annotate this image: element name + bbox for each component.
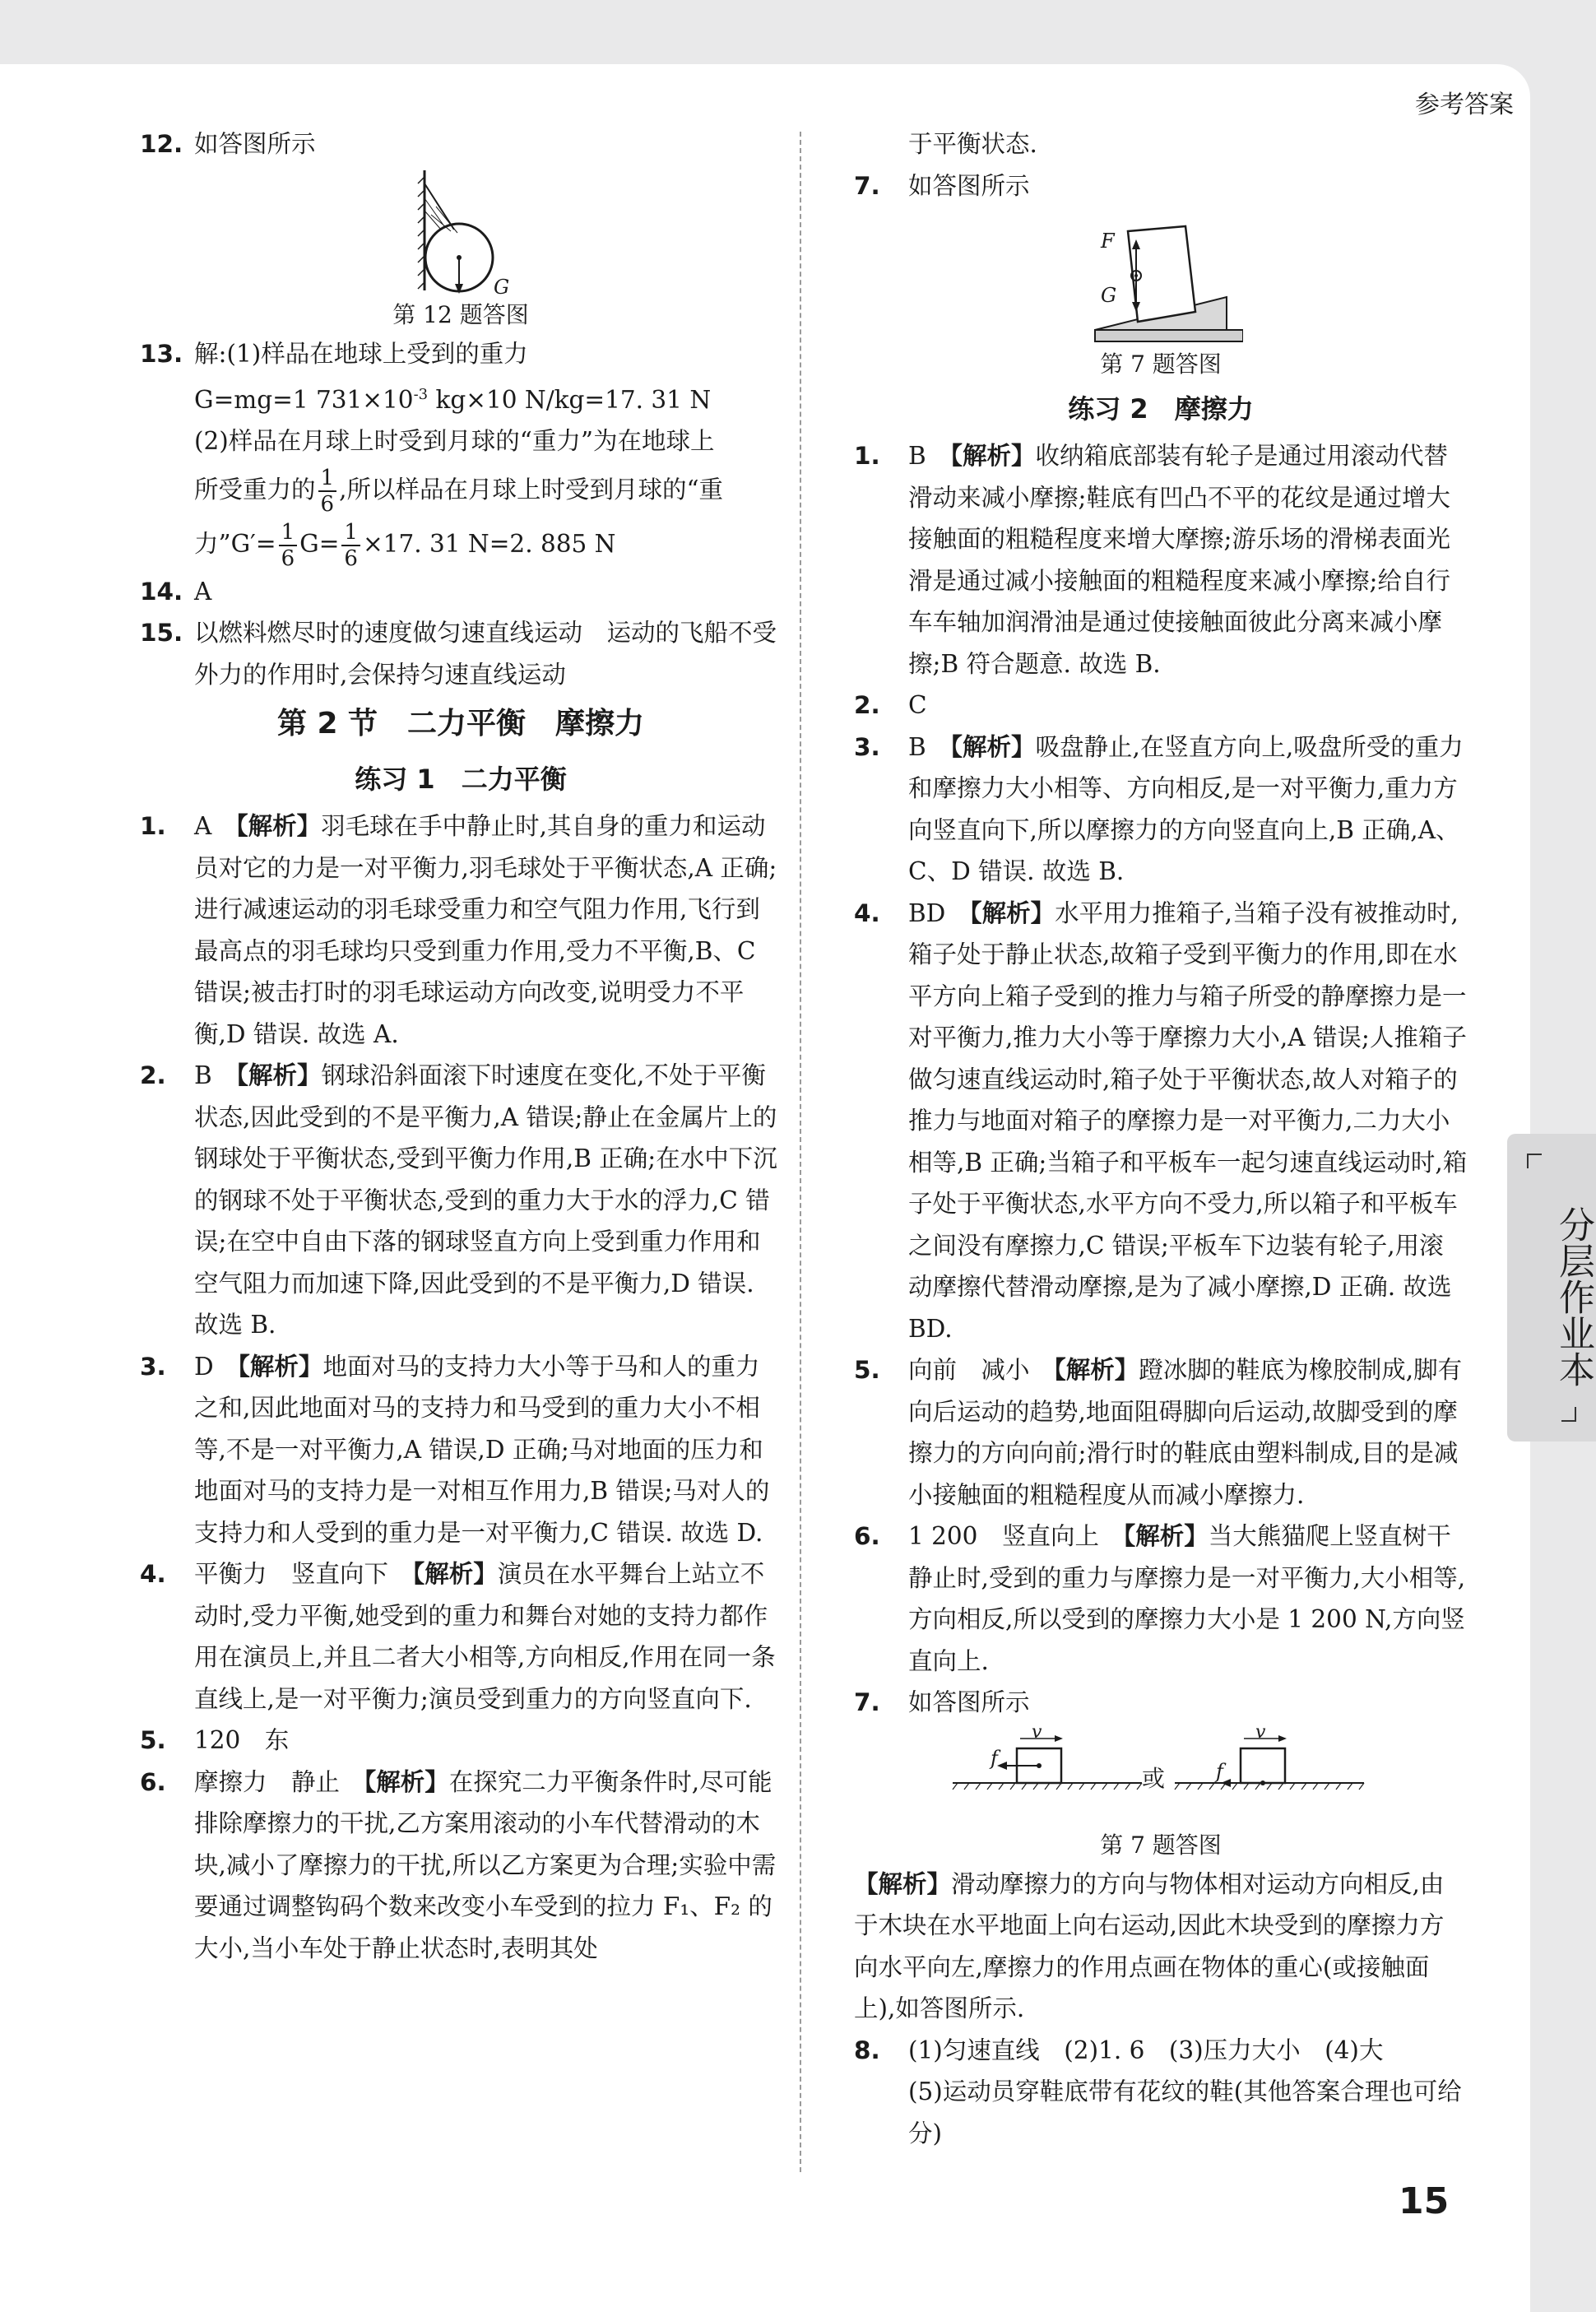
solution-text: G=mg=1 731×10	[194, 385, 414, 414]
question-12	[140, 123, 782, 165]
analysis-tag: 【解析】	[238, 1352, 323, 1381]
question-number: 8.	[854, 2036, 880, 2064]
solution-text: kg×10 N/kg=17. 31 N	[428, 385, 712, 414]
analysis-text: 在探究二力平衡条件时,尽可能排除摩擦力的干扰,乙方案用滚动的小车代替滑动的木块,减小了摩擦力的干扰,所以乙方案更为合理;实验中需要通过调整钩码个数来改变小车受到的拉力 F₁、F₂ 的大小,当小车处于静止状态时,表明其处	[194, 1767, 777, 1962]
left-column	[140, 123, 782, 1969]
solution-text: ,所以样品在月球上时受到月球的“重	[339, 475, 724, 504]
question-number: 6.	[140, 1767, 166, 1796]
question-number: 7.	[854, 171, 880, 200]
figure-12	[140, 165, 782, 333]
label-f: f	[991, 1746, 998, 1770]
question-item	[140, 805, 782, 1055]
denominator: 6	[281, 546, 295, 571]
solution-text: G=	[299, 529, 340, 558]
tab-corner-top	[1527, 1154, 1542, 1168]
analysis-text: 滑动摩擦力的方向与物体相对运动方向相反,由于木块在水平地面上向右运动,因此木块受到的摩擦力方向水平向左,摩擦力的作用点画在物体的重心(或接触面上),如答图所示.	[854, 1869, 1445, 2022]
answer-key: B	[194, 1061, 212, 1090]
label-g: G	[494, 275, 510, 299]
exponent: -3	[413, 386, 429, 403]
question-item	[140, 1055, 782, 1346]
question-7-part2	[854, 1682, 1468, 1724]
solution-line: (2)样品在月球上时受到月球的“重力”为在地球上	[194, 427, 715, 456]
answer-key: D	[194, 1352, 214, 1381]
question-13	[140, 333, 782, 571]
analysis-text: 当大熊猫爬上竖直树干静止时,受到的重力与摩擦力是一对平衡力,大小相等,方向相反,所以受到的摩擦力大小是 1 200 N,方向竖直向上.	[908, 1522, 1466, 1675]
question-number: 1.	[140, 812, 166, 841]
solution-line: 解:(1)样品在地球上受到的重力	[194, 339, 528, 368]
label-v: v	[1032, 1721, 1042, 1743]
analysis-tag: 【解析】	[412, 1560, 498, 1589]
answer-key: A	[194, 812, 212, 841]
analysis-tag: 【解析】	[235, 812, 322, 841]
section-title: 第 2 节 二力平衡 摩擦力	[276, 707, 645, 741]
analysis-text: 蹬冰脚的鞋底为橡胶制成,脚有向后运动的趋势,地面阻碍脚向后运动,故脚受到的摩擦力的方向向前;滑行时的鞋底由塑料制成,目的是减小接触面的粗糙程度从而减小摩擦力.	[908, 1356, 1463, 1509]
question-item	[854, 1516, 1468, 1682]
analysis-text: 演员在水平舞台上站立不动时,受力平衡,她受到的重力和舞台对她的支持力都作用在演员上,并且二者大小相等,方向相反,作用在同一条直线上,是一对平衡力;演员受到重力的方向竖直向下.	[194, 1560, 776, 1713]
tab-corner-bottom	[1561, 1407, 1576, 1422]
page-number: 15	[1399, 2180, 1450, 2222]
analysis-tag: 【解析】	[1123, 1522, 1209, 1550]
question-number: 5.	[140, 1726, 166, 1755]
question-number: 7.	[854, 1688, 880, 1716]
question-15	[140, 612, 782, 695]
question-number: 6.	[854, 1522, 880, 1550]
numerator: 1	[279, 520, 298, 546]
fraction	[318, 466, 337, 517]
question-number: 4.	[854, 898, 880, 927]
answer-key: 平衡力 竖直向下	[194, 1560, 389, 1589]
analysis-text: 收纳箱底部装有轮子是通过用滚动代替滑动来减小摩擦;鞋底有凹凸不平的花纹是通过增大接触面的粗糙程度来增大摩擦;游乐场的滑梯表面光滑是通过减小接触面的粗糙程度来减小摩擦;给自行车车轴加润滑油是通过使接触面彼此分离来减小摩擦;B 符合题意. 故选 B.	[908, 442, 1450, 678]
solution-line	[194, 374, 782, 420]
question-item	[854, 727, 1468, 893]
numerator: 1	[318, 466, 337, 492]
question-7-part1	[854, 165, 1468, 207]
fraction	[341, 520, 360, 571]
solution-line	[194, 517, 782, 571]
continuation-text: 于平衡状态.	[908, 130, 1037, 158]
answer-key: 向前 减小	[908, 1356, 1030, 1384]
analysis-text: 钢球沿斜面滚下时速度在变化,不处于平衡状态,因此受到的不是平衡力,A 错误;静止在金属片上的钢球处于平衡状态,受到平衡力作用,B 正确;在水中下沉的钢球不处于平衡状态,受到的重力大于水的浮力,C 错误;在空中自由下落的钢球竖直方向上受到重力作用和空气阻力而加速下降,因此受到的不是平衡力,D 错误. 故选 B.	[194, 1061, 777, 1339]
question-8	[854, 2030, 1468, 2155]
solution-text: 力”G′=	[194, 529, 276, 558]
answer-key: B	[908, 442, 926, 470]
answer-key: C	[908, 691, 927, 719]
answer-text: 如答图所示	[908, 171, 1030, 200]
analysis-text: 吸盘静止,在竖直方向上,吸盘所受的重力和摩擦力大小相等、方向相反,是一对平衡力,重力方向竖直向下,所以摩擦力的方向竖直向上,B 正确,A、C、D 错误. 故选 B.	[908, 732, 1464, 885]
question-item	[854, 435, 1468, 685]
analysis-text: 羽毛球在手中静止时,其自身的重力和运动员对它的力是一对平衡力,羽毛球处于平衡状态,A 正确;进行减速运动的羽毛球受重力和空气阻力作用,飞行到最高点的羽毛球均只受到重力作用,受力不平衡,B、C 错误;被击打时的羽毛球运动方向改变,说明受力不平衡,D 错误. 故选 A.	[194, 812, 777, 1048]
label-or: 或	[1142, 1764, 1166, 1792]
question-number: 15.	[140, 619, 183, 648]
question-item	[140, 1553, 782, 1720]
answer-key: 摩擦力 静止	[194, 1767, 341, 1796]
solution-line	[194, 462, 782, 517]
question-number: 3.	[140, 1352, 166, 1381]
analysis-tag: 【解析】	[950, 732, 1036, 761]
answer-text: (1)匀速直线 (2)1. 6 (3)压力大小 (4)大	[908, 2036, 1384, 2064]
side-tab-label: 分层作业本	[1552, 1206, 1594, 1387]
answer-text: (5)运动员穿鞋底带有花纹的鞋(其他答案合理也可给分)	[908, 2078, 1462, 2147]
answer-text: A	[194, 577, 212, 606]
denominator: 6	[344, 546, 358, 571]
analysis-tag: 【解析】	[1054, 1356, 1139, 1384]
analysis-text: 地面对马的支持力大小等于马和人的重力之和,因此地面对马的支持力和马受到的重力大小不相等,不是一对平衡力,A 错误,D 正确;马对地面的压力和地面对马的支持力是一对相互作用力,B 错误;马对人的支持力和人受到的重力是一对平衡力,C 错误. 故选 D.	[194, 1352, 770, 1547]
answer-key: B	[908, 732, 926, 761]
denominator: 6	[320, 491, 335, 517]
question-number: 3.	[854, 732, 880, 761]
column-divider	[800, 132, 801, 2172]
answer-key: BD	[908, 898, 946, 927]
analysis-tag: 【解析】	[236, 1061, 322, 1090]
right-column	[854, 123, 1468, 2154]
exercise-2-title: 练习 2 摩擦力	[1068, 393, 1254, 425]
question-number: 14.	[140, 577, 183, 606]
figure-12-caption: 第 12 题答图	[392, 300, 529, 328]
answer-key: 120 东	[194, 1726, 290, 1755]
analysis-tag: 【解析】	[364, 1767, 449, 1796]
analysis-tag: 【解析】	[854, 1869, 952, 1898]
analysis-tag: 【解析】	[969, 898, 1055, 927]
block-on-incline-diagram	[1079, 207, 1243, 346]
analysis-tag: 【解析】	[950, 442, 1036, 470]
exercise-1-title: 练习 1 二力平衡	[355, 764, 567, 796]
header-label: 参考答案	[1415, 91, 1514, 119]
question-item	[854, 1349, 1468, 1516]
question-number: 12.	[140, 130, 183, 158]
question-14	[140, 571, 782, 613]
question-item	[140, 1762, 782, 1970]
label-f: F	[1101, 230, 1115, 253]
question-number: 1.	[854, 442, 880, 470]
figure-7a	[854, 207, 1468, 383]
exercise-2-items	[854, 435, 1468, 1682]
figure-7b	[854, 1721, 1468, 1827]
question-number: 4.	[140, 1560, 166, 1589]
question-item	[140, 1720, 782, 1762]
question-item	[854, 893, 1468, 1350]
question-number: 2.	[854, 691, 880, 719]
question-item	[854, 685, 1468, 727]
solution-text: 所受重力的	[194, 475, 316, 504]
analysis-7	[854, 1864, 1468, 2030]
question-number: 2.	[140, 1061, 166, 1090]
numerator: 1	[341, 520, 360, 546]
analysis-text: 水平用力推箱子,当箱子没有被推动时,箱子处于静止状态,故箱子受到平衡力的作用,即在水平方向上箱子受到的推力与箱子所受的静摩擦力是一对平衡力,推力大小等于摩擦力大小,A 错误;人推箱子做匀速直线运动时,箱子处于平衡状态,故人对箱子的推力与地面对箱子的摩擦力是一对平衡力,二力大小相等,B 正确;当箱子和平板车一起匀速直线运动时,箱子处于平衡状态,水平方向不受力,所以箱子和平板车之间没有摩擦力,C 错误;平板车下边装有轮子,用滚动摩擦代替滑动摩擦,是为了减小摩擦,D 正确. 故选 BD.	[908, 898, 1468, 1343]
label-g: G	[1101, 284, 1117, 307]
figure-7b-caption: 第 7 题答图	[1100, 1831, 1222, 1859]
label-f: f	[1216, 1759, 1223, 1783]
question-item	[140, 1346, 782, 1554]
answer-key: 1 200 竖直向上	[908, 1522, 1099, 1550]
figure-7a-caption: 第 7 题答图	[1100, 351, 1222, 378]
question-number: 13.	[140, 339, 183, 368]
solution-text: ×17. 31 N=2. 885 N	[362, 529, 616, 558]
answer-text: 如答图所示	[908, 1688, 1030, 1716]
exercise-1-items	[140, 805, 782, 1969]
question-number: 5.	[854, 1356, 880, 1384]
label-v: v	[1255, 1721, 1266, 1743]
side-tab	[1507, 1134, 1596, 1442]
fraction	[279, 520, 298, 571]
answer-text: 如答图所示	[194, 130, 316, 158]
answer-text: 以燃料燃尽时的速度做匀速直线运动 运动的飞船不受外力的作用时,会保持匀速直线运动	[194, 619, 777, 689]
